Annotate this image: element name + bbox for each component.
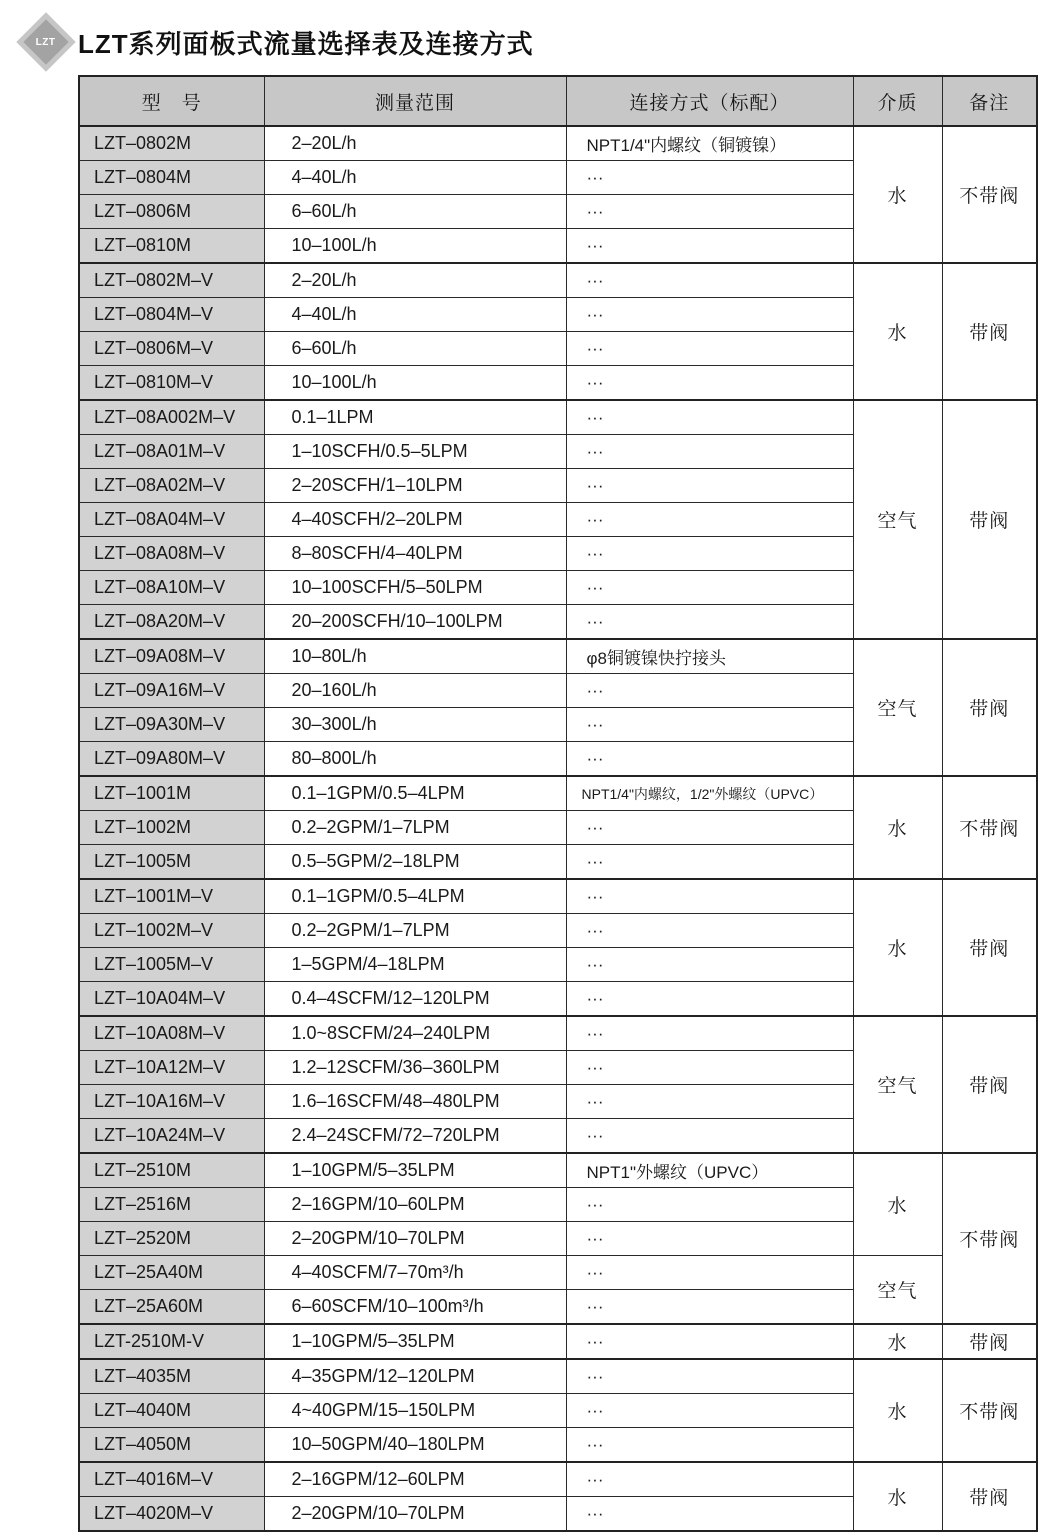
range-cell: 6–60SCFM/10–100m³/h bbox=[264, 1290, 566, 1325]
connection-cell: NPT1"外螺纹（UPVC） bbox=[566, 1153, 853, 1188]
table-row bbox=[79, 879, 1037, 914]
remark-cell: 不带阀 bbox=[942, 776, 1037, 879]
medium-cell: 水 bbox=[853, 1153, 942, 1256]
connection-cell: ··· bbox=[566, 161, 853, 195]
connection-cell: ··· bbox=[566, 229, 853, 264]
model-cell: LZT–1005M bbox=[79, 845, 264, 880]
table-row bbox=[79, 1359, 1037, 1394]
range-cell: 0.4–4SCFM/12–120LPM bbox=[264, 982, 566, 1017]
connection-cell: ··· bbox=[566, 263, 853, 298]
connection-cell: ··· bbox=[566, 742, 853, 777]
range-cell: 10–80L/h bbox=[264, 639, 566, 674]
connection-cell: ··· bbox=[566, 571, 853, 605]
connection-cell: ··· bbox=[566, 1051, 853, 1085]
remark-cell: 带阀 bbox=[942, 263, 1037, 400]
page-title: LZT系列面板式流量选择表及连接方式 bbox=[78, 29, 534, 59]
model-cell: LZT–10A24M–V bbox=[79, 1119, 264, 1154]
range-cell: 1.6–16SCFM/48–480LPM bbox=[264, 1085, 566, 1119]
range-cell: 2–16GPM/10–60LPM bbox=[264, 1188, 566, 1222]
medium-cell: 空气 bbox=[853, 1256, 942, 1325]
connection-cell: ··· bbox=[566, 298, 853, 332]
table-row bbox=[79, 1153, 1037, 1188]
model-cell: LZT–08A20M–V bbox=[79, 605, 264, 640]
model-cell: LZT–0802M–V bbox=[79, 263, 264, 298]
connection-cell: ··· bbox=[566, 537, 853, 571]
model-cell: LZT-2510M-V bbox=[79, 1324, 264, 1359]
medium-cell: 水 bbox=[853, 1324, 942, 1359]
table-row bbox=[79, 1324, 1037, 1359]
connection-cell: ··· bbox=[566, 1188, 853, 1222]
range-cell: 2–20L/h bbox=[264, 126, 566, 161]
range-cell: 2–16GPM/12–60LPM bbox=[264, 1462, 566, 1497]
range-cell: 4–40SCFM/7–70m³/h bbox=[264, 1256, 566, 1290]
range-cell: 1–10GPM/5–35LPM bbox=[264, 1153, 566, 1188]
remark-cell: 带阀 bbox=[942, 1016, 1037, 1153]
model-cell: LZT–1002M bbox=[79, 811, 264, 845]
model-cell: LZT–10A08M–V bbox=[79, 1016, 264, 1051]
model-cell: LZT–4035M bbox=[79, 1359, 264, 1394]
model-cell: LZT–1001M bbox=[79, 776, 264, 811]
connection-cell: ··· bbox=[566, 332, 853, 366]
remark-cell: 带阀 bbox=[942, 1462, 1037, 1531]
connection-cell: ··· bbox=[566, 845, 853, 880]
model-cell: LZT–10A04M–V bbox=[79, 982, 264, 1017]
connection-cell: ··· bbox=[566, 469, 853, 503]
connection-cell: ··· bbox=[566, 605, 853, 640]
medium-cell: 空气 bbox=[853, 1016, 942, 1153]
connection-cell: ··· bbox=[566, 435, 853, 469]
table-row bbox=[79, 263, 1037, 298]
medium-cell: 空气 bbox=[853, 639, 942, 776]
remark-cell: 带阀 bbox=[942, 879, 1037, 1016]
model-cell: LZT–09A08M–V bbox=[79, 639, 264, 674]
model-cell: LZT–10A12M–V bbox=[79, 1051, 264, 1085]
range-cell: 6–60L/h bbox=[264, 332, 566, 366]
connection-cell: ··· bbox=[566, 982, 853, 1017]
range-cell: 0.1–1LPM bbox=[264, 400, 566, 435]
connection-cell: ··· bbox=[566, 1497, 853, 1532]
medium-cell: 水 bbox=[853, 879, 942, 1016]
model-cell: LZT–4050M bbox=[79, 1428, 264, 1463]
connection-cell: ··· bbox=[566, 1428, 853, 1463]
range-cell: 4~40GPM/15–150LPM bbox=[264, 1394, 566, 1428]
connection-cell: ··· bbox=[566, 366, 853, 401]
range-cell: 4–40L/h bbox=[264, 161, 566, 195]
range-cell: 1.0~8SCFM/24–240LPM bbox=[264, 1016, 566, 1051]
model-cell: LZT–0804M bbox=[79, 161, 264, 195]
model-cell: LZT–1001M–V bbox=[79, 879, 264, 914]
model-cell: LZT–08A10M–V bbox=[79, 571, 264, 605]
header-row bbox=[79, 76, 1037, 126]
medium-cell: 水 bbox=[853, 126, 942, 263]
range-cell: 8–80SCFH/4–40LPM bbox=[264, 537, 566, 571]
range-cell: 4–40SCFH/2–20LPM bbox=[264, 503, 566, 537]
model-cell: LZT–08A01M–V bbox=[79, 435, 264, 469]
model-cell: LZT–08A02M–V bbox=[79, 469, 264, 503]
range-cell: 1–10SCFH/0.5–5LPM bbox=[264, 435, 566, 469]
model-cell: LZT–4020M–V bbox=[79, 1497, 264, 1532]
model-cell: LZT–0802M bbox=[79, 126, 264, 161]
model-cell: LZT–2510M bbox=[79, 1153, 264, 1188]
connection-cell: ··· bbox=[566, 708, 853, 742]
model-cell: LZT–09A16M–V bbox=[79, 674, 264, 708]
connection-cell: NPT1/4"内螺纹，1/2"外螺纹（UPVC） bbox=[566, 776, 853, 811]
model-cell: LZT–4016M–V bbox=[79, 1462, 264, 1497]
connection-cell: ··· bbox=[566, 914, 853, 948]
table-row bbox=[79, 1016, 1037, 1051]
model-cell: LZT–25A60M bbox=[79, 1290, 264, 1325]
remark-cell: 带阀 bbox=[942, 639, 1037, 776]
model-cell: LZT–0804M–V bbox=[79, 298, 264, 332]
medium-cell: 水 bbox=[853, 776, 942, 879]
remark-cell: 不带阀 bbox=[942, 126, 1037, 263]
range-cell: 10–100L/h bbox=[264, 229, 566, 264]
table-row bbox=[79, 776, 1037, 811]
range-cell: 30–300L/h bbox=[264, 708, 566, 742]
connection-cell: ··· bbox=[566, 195, 853, 229]
model-cell: LZT–0810M–V bbox=[79, 366, 264, 401]
connection-cell: ··· bbox=[566, 811, 853, 845]
range-cell: 4–40L/h bbox=[264, 298, 566, 332]
flow-selection-table bbox=[78, 75, 1038, 1532]
connection-cell: ··· bbox=[566, 1085, 853, 1119]
remark-cell: 不带阀 bbox=[942, 1153, 1037, 1324]
connection-cell: ··· bbox=[566, 1324, 853, 1359]
range-cell: 2–20GPM/10–70LPM bbox=[264, 1222, 566, 1256]
connection-cell: ··· bbox=[566, 1016, 853, 1051]
column-header-model: 型 号 bbox=[79, 76, 264, 126]
model-cell: LZT–0806M bbox=[79, 195, 264, 229]
page-header bbox=[0, 0, 1063, 75]
model-cell: LZT–09A80M–V bbox=[79, 742, 264, 777]
range-cell: 10–100SCFH/5–50LPM bbox=[264, 571, 566, 605]
range-cell: 2–20SCFH/1–10LPM bbox=[264, 469, 566, 503]
model-cell: LZT–2516M bbox=[79, 1188, 264, 1222]
range-cell: 1.2–12SCFM/36–360LPM bbox=[264, 1051, 566, 1085]
medium-cell: 空气 bbox=[853, 400, 942, 639]
badge-label: LZT bbox=[36, 36, 56, 48]
range-cell: 0.1–1GPM/0.5–4LPM bbox=[264, 879, 566, 914]
remark-cell: 带阀 bbox=[942, 1324, 1037, 1359]
connection-cell: ··· bbox=[566, 1359, 853, 1394]
range-cell: 10–100L/h bbox=[264, 366, 566, 401]
connection-cell: ··· bbox=[566, 1256, 853, 1290]
model-cell: LZT–08A08M–V bbox=[79, 537, 264, 571]
medium-cell: 水 bbox=[853, 1462, 942, 1531]
range-cell: 2–20GPM/10–70LPM bbox=[264, 1497, 566, 1532]
remark-cell: 带阀 bbox=[942, 400, 1037, 639]
model-cell: LZT–1002M–V bbox=[79, 914, 264, 948]
range-cell: 20–200SCFH/10–100LPM bbox=[264, 605, 566, 640]
connection-cell: ··· bbox=[566, 674, 853, 708]
connection-cell: ··· bbox=[566, 400, 853, 435]
column-header-medium: 介质 bbox=[853, 76, 942, 126]
model-cell: LZT–10A16M–V bbox=[79, 1085, 264, 1119]
connection-cell: ··· bbox=[566, 1462, 853, 1497]
model-cell: LZT–25A40M bbox=[79, 1256, 264, 1290]
connection-cell: ··· bbox=[566, 1222, 853, 1256]
connection-cell: ··· bbox=[566, 503, 853, 537]
range-cell: 2.4–24SCFM/72–720LPM bbox=[264, 1119, 566, 1154]
range-cell: 4–35GPM/12–120LPM bbox=[264, 1359, 566, 1394]
model-cell: LZT–08A002M–V bbox=[79, 400, 264, 435]
model-cell: LZT–2520M bbox=[79, 1222, 264, 1256]
column-header-connection: 连接方式（标配） bbox=[566, 76, 853, 126]
table-row bbox=[79, 400, 1037, 435]
remark-cell: 不带阀 bbox=[942, 1359, 1037, 1462]
table-row bbox=[79, 126, 1037, 161]
model-cell: LZT–09A30M–V bbox=[79, 708, 264, 742]
range-cell: 0.2–2GPM/1–7LPM bbox=[264, 914, 566, 948]
table-row bbox=[79, 639, 1037, 674]
range-cell: 2–20L/h bbox=[264, 263, 566, 298]
connection-cell: ··· bbox=[566, 879, 853, 914]
range-cell: 1–5GPM/4–18LPM bbox=[264, 948, 566, 982]
range-cell: 0.1–1GPM/0.5–4LPM bbox=[264, 776, 566, 811]
connection-cell: ··· bbox=[566, 1290, 853, 1325]
connection-cell: ··· bbox=[566, 1394, 853, 1428]
table-row bbox=[79, 1462, 1037, 1497]
connection-cell: φ8铜镀镍快拧接头 bbox=[566, 639, 853, 674]
connection-cell: NPT1/4"内螺纹（铜镀镍） bbox=[566, 126, 853, 161]
range-cell: 10–50GPM/40–180LPM bbox=[264, 1428, 566, 1463]
model-cell: LZT–0810M bbox=[79, 229, 264, 264]
range-cell: 80–800L/h bbox=[264, 742, 566, 777]
model-cell: LZT–08A04M–V bbox=[79, 503, 264, 537]
column-header-remark: 备注 bbox=[942, 76, 1037, 126]
range-cell: 6–60L/h bbox=[264, 195, 566, 229]
table-row bbox=[79, 1256, 1037, 1290]
model-cell: LZT–1005M–V bbox=[79, 948, 264, 982]
connection-cell: ··· bbox=[566, 948, 853, 982]
medium-cell: 水 bbox=[853, 1359, 942, 1462]
range-cell: 20–160L/h bbox=[264, 674, 566, 708]
lzt-diamond-icon bbox=[18, 14, 74, 70]
medium-cell: 水 bbox=[853, 263, 942, 400]
connection-cell: ··· bbox=[566, 1119, 853, 1154]
range-cell: 0.2–2GPM/1–7LPM bbox=[264, 811, 566, 845]
range-cell: 1–10GPM/5–35LPM bbox=[264, 1324, 566, 1359]
model-cell: LZT–0806M–V bbox=[79, 332, 264, 366]
model-cell: LZT–4040M bbox=[79, 1394, 264, 1428]
range-cell: 0.5–5GPM/2–18LPM bbox=[264, 845, 566, 880]
column-header-range: 测量范围 bbox=[264, 76, 566, 126]
